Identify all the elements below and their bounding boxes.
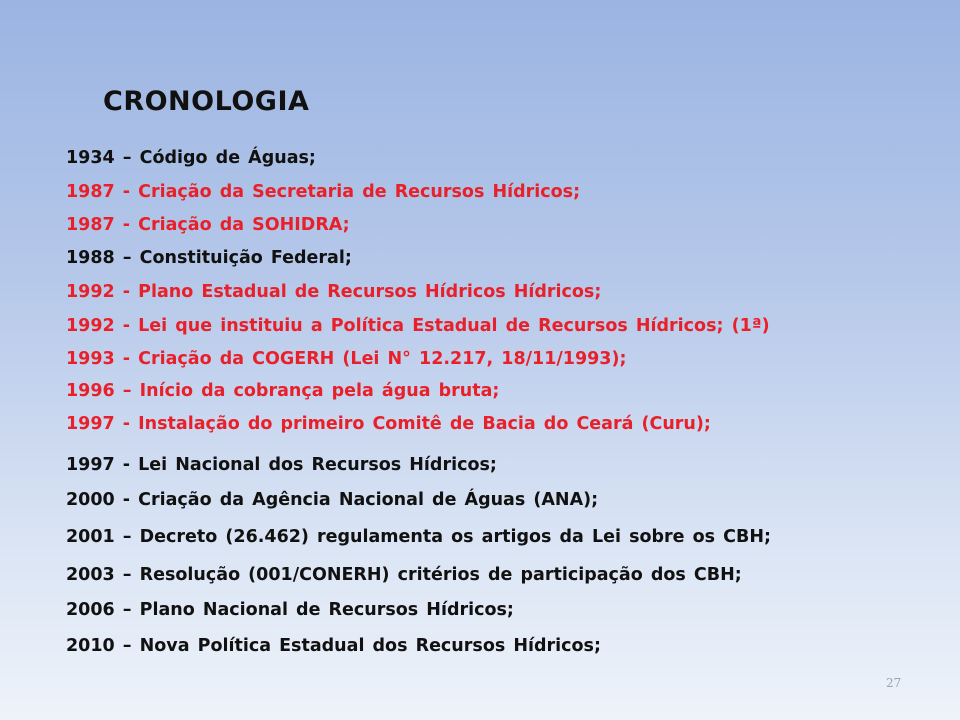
timeline-entry: 1987 - Criação da SOHIDRA;	[66, 215, 350, 235]
timeline-entry: 1997 - Lei Nacional dos Recursos Hídricos;	[66, 455, 497, 475]
timeline-entry: 2006 – Plano Nacional de Recursos Hídricos;	[66, 600, 514, 620]
timeline-entry: 1992 - Lei que instituiu a Política Estadual de Recursos Hídricos; (1ª)	[66, 316, 770, 336]
timeline-entry: 1993 - Criação da COGERH (Lei N° 12.217, 18/11/1993);	[66, 349, 627, 369]
timeline-entry: 1934 – Código de Águas;	[66, 148, 316, 168]
slide-title: CRONOLOGIA	[103, 86, 310, 117]
timeline-entry: 1997 - Instalação do primeiro Comitê de Bacia do Ceará (Curu);	[66, 414, 711, 434]
timeline-entry: 2001 – Decreto (26.462) regulamenta os artigos da Lei sobre os CBH;	[66, 527, 771, 547]
timeline-entry: 2000 - Criação da Agência Nacional de Águas (ANA);	[66, 490, 599, 510]
timeline-entry: 2003 – Resolução (001/CONERH) critérios de participação dos CBH;	[66, 565, 742, 585]
timeline-entry: 1996 – Início da cobrança pela água bruta;	[66, 381, 500, 401]
page-number: 27	[886, 676, 902, 690]
timeline-entry: 1988 – Constituição Federal;	[66, 248, 352, 268]
timeline-entry: 2010 – Nova Política Estadual dos Recursos Hídricos;	[66, 636, 601, 656]
timeline-entry: 1992 - Plano Estadual de Recursos Hídricos Hídricos;	[66, 282, 602, 302]
timeline-entry: 1987 - Criação da Secretaria de Recursos Hídricos;	[66, 182, 581, 202]
